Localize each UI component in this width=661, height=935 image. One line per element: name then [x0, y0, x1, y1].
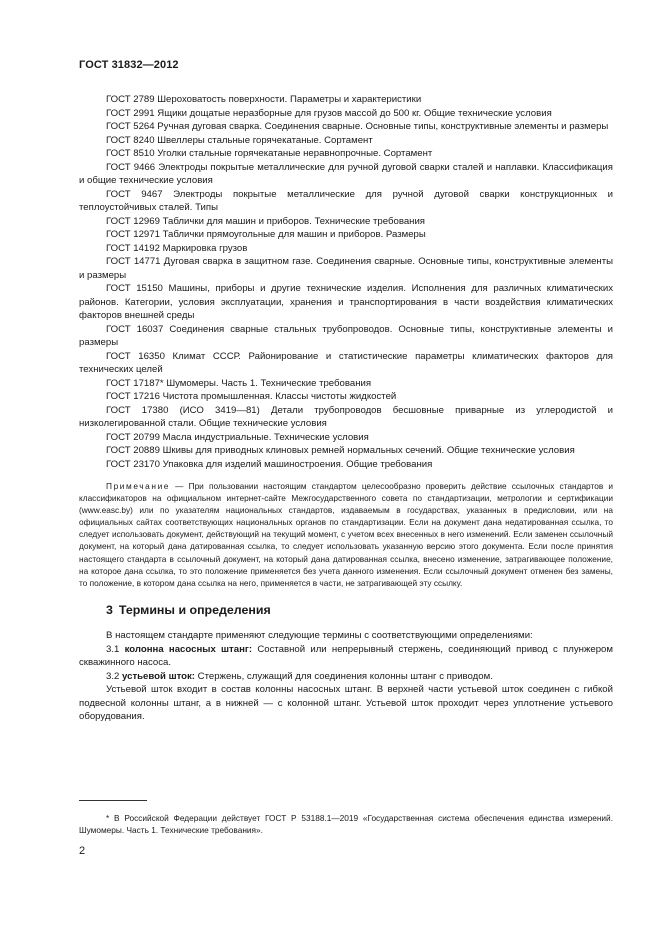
term-number: 3.1	[106, 643, 120, 655]
reference-item: ГОСТ 16350 Климат СССР. Районирование и статистические параметры климатических факторов для технических целей	[79, 350, 613, 375]
reference-item: ГОСТ 16037 Соединения сварные стальных трубопроводов. Основные типы, конструктивные элементы и размеры	[79, 323, 613, 348]
reference-item: ГОСТ 14771 Дуговая сварка в защитном газе. Соединения сварные. Основные типы, конструктивные элементы и размеры	[79, 256, 613, 281]
footnote: * В Российской Федерации действует ГОСТ Р 53188.1—2019 «Государственная система обеспечения единства измерений. Шумомеры. Часть 1. Технические требования».	[79, 813, 613, 836]
normative-references-list	[79, 93, 613, 471]
reference-item: ГОСТ 20889 Шкивы для приводных клиновых ремней нормальных сечений. Общие технические условия	[106, 445, 575, 456]
term-explanation: Устьевой шток входит в состав колонны насосных штанг. В верхней части устьевой шток соединен с гибкой подвесной колонны штанг, а в нижней — с колонной штанг. Устьевой шток проходит через уплотнение устьевого оборудования.	[79, 684, 613, 723]
reference-item: ГОСТ 2991 Ящики дощатые неразборные для грузов массой до 500 кг. Общие технические условия	[106, 107, 552, 119]
reference-item: ГОСТ 8510 Уголки стальные горячекатаные неравнопрочные. Сортамент	[106, 148, 433, 159]
term-number: 3.2	[106, 670, 120, 682]
reference-item: ГОСТ 5264 Ручная дуговая сварка. Соединения сварные. Основные типы, конструктивные элементы и размеры	[106, 121, 609, 132]
term-name: колонна насосных штанг:	[124, 643, 253, 655]
page-number: 2	[79, 845, 86, 857]
note-label: Примечание	[106, 481, 171, 491]
term-name: устьевой шток:	[122, 670, 195, 682]
section-title: Термины и определения	[118, 602, 271, 617]
note-text: — При пользовании настоящим стандартом целесообразно проверить действие ссылочных стандартов и классификаторов на официальном интернет-сайте Межгосударственного совета по стандартизации, метрологии и сертификации (www.easc.by) или по указателям национальных стандартов, издаваемым в государствах, указанных в предисловии, или на официальных сайтах соответствующих национальных органов по стандартизации. Если на документ дана недатированная ссылка, то следует использовать документ, действующий на текущий момент, с учетом всех внесенных в него изменений. Если заменен ссылочный документ, на который дана датированная ссылка, то следует использовать указанную версию этого документа. Если после принятия настоящего стандарта в ссылочный документ, на который дана датированная ссылка, внесено изменение, затрагивающее положение, на которое дана ссылка, то это положение применяется без учета данного изменения. Если ссылочный документ отменен без замены, то положение, в котором дана ссылка на него, применяется в части, не затрагивающей эту ссылку.	[79, 481, 613, 588]
reference-item: ГОСТ 2789 Шероховатость поверхности. Параметры и характеристики	[106, 94, 422, 105]
footnote-rule	[79, 800, 147, 801]
reference-item: ГОСТ 20799 Масла индустриальные. Технические условия	[106, 431, 369, 443]
term-text: Стержень, служащий для соединения колонны штанг с приводом.	[195, 670, 493, 682]
reference-item: ГОСТ 14192 Маркировка грузов	[106, 242, 248, 254]
reference-item: ГОСТ 15150 Машины, приборы и другие технические изделия. Исполнения для различных климатических районов. Категории, условия эксплуатации, хранения и транспортирования в части воздействия климатических факторов внешней среды	[79, 283, 613, 321]
reference-item: ГОСТ 23170 Упаковка для изделий машиностроения. Общие требования	[106, 458, 433, 470]
section-number: 3	[106, 602, 113, 617]
reference-item: ГОСТ 9466 Электроды покрытые металлические для ручной дуговой сварки сталей и наплавки. Классификация и общие технические условия	[79, 161, 613, 186]
section-heading	[106, 604, 613, 618]
term-definition	[79, 643, 613, 670]
document-header-code: ГОСТ 31832—2012	[79, 59, 179, 71]
section-intro: В настоящем стандарте применяют следующие термины с соответствующими определениями:	[106, 630, 533, 642]
reference-item: ГОСТ 12969 Таблички для машин и приборов. Технические требования	[106, 215, 426, 227]
references-note	[79, 480, 613, 589]
page-body	[79, 93, 613, 724]
reference-item: ГОСТ 17380 (ИСО 3419—81) Детали трубопроводов бесшовные приварные из углеродистой и низколегированной стали. Общие технические условия	[79, 404, 613, 429]
reference-item: ГОСТ 8240 Швеллеры стальные горячекатаные. Сортамент	[106, 134, 373, 146]
reference-item: ГОСТ 9467 Электроды покрытые металлические для ручной дуговой сварки конструкционных и теплоустойчивых сталей. Типы	[79, 188, 613, 213]
reference-item: ГОСТ 17216 Чистота промышленная. Классы чистоты жидкостей	[106, 391, 397, 402]
reference-item: ГОСТ 17187* Шумомеры. Часть 1. Технические требования	[106, 377, 372, 389]
reference-item: ГОСТ 12971 Таблички прямоугольные для машин и приборов. Размеры	[106, 229, 426, 240]
term-definition	[79, 670, 613, 684]
term-text: Составной или непрерывный стержень, соединяющий привод с плунжером скважинного насоса.	[79, 643, 613, 669]
